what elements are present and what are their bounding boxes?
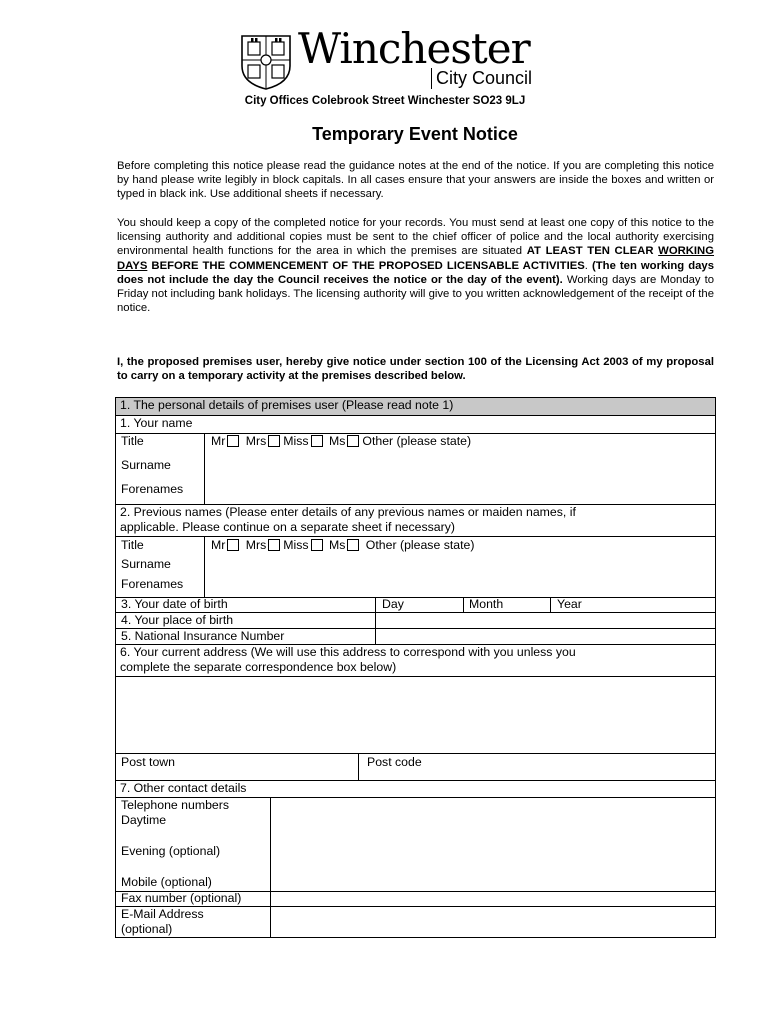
page-title: Temporary Event Notice bbox=[312, 124, 518, 144]
section-header-label: 1. The personal details of premises user (Please read note 1) bbox=[120, 398, 454, 412]
post-code-field[interactable]: Post code bbox=[367, 755, 422, 769]
daytime-label: Daytime bbox=[121, 813, 167, 827]
q1-mrs-label: Mrs bbox=[245, 434, 267, 448]
declaration-paragraph: I, the proposed premises user, hereby give notice under section 100 of the Licensing Act 2003 of my proposal to carry on a temporary activity at the premises described below. bbox=[117, 356, 714, 383]
q1-mrs-checkbox[interactable] bbox=[268, 435, 280, 447]
telephone-field[interactable] bbox=[271, 798, 715, 891]
p2-text-a: You should keep a copy of the completed notice for your records. You must send at least one copy of this notice to the licensing authority and additional copies must be sent to the chief officer of police and the local authority exercising environmental health functions for the area in which the premises are situated bbox=[117, 217, 714, 258]
q4-label: 4. Your place of birth bbox=[121, 613, 234, 627]
ni-number-field[interactable] bbox=[376, 629, 715, 644]
q1-mr-label: Mr bbox=[211, 434, 226, 448]
place-of-birth-field[interactable] bbox=[376, 613, 715, 628]
address-field[interactable] bbox=[115, 676, 716, 754]
q1-ms-label: Ms bbox=[328, 434, 346, 448]
q2-ms-label: Ms bbox=[328, 538, 346, 552]
post-town-field[interactable]: Post town bbox=[121, 755, 175, 769]
q2-mrs-label: Mrs bbox=[245, 538, 267, 552]
q2-surname-label: Surname bbox=[121, 557, 171, 571]
evening-label: Evening (optional) bbox=[121, 844, 221, 858]
q2-mr-checkbox[interactable] bbox=[227, 539, 239, 551]
intro-paragraph-1: Before completing this notice please read the guidance notes at the end of the notice. If you are completing this notice by hand please write legibly in block capitals. In all cases ensure that your answers are inside the boxes and written or typed in black ink. Use additional sheets if necessary. bbox=[117, 160, 714, 201]
p2-working-days: WORKING DAYS bbox=[117, 245, 715, 272]
p2-text-g: Working days are Monday to Friday not including bank holidays. The licensing authority will give to you written acknowledgement of the receipt of the notice. bbox=[117, 273, 714, 315]
q1-mr-checkbox[interactable] bbox=[227, 435, 239, 447]
q1-miss-label: Miss bbox=[283, 434, 309, 448]
q7-label: 7. Other contact details bbox=[120, 781, 247, 795]
dob-year-field[interactable]: Year bbox=[557, 597, 582, 611]
p2-text-e: . bbox=[584, 259, 592, 272]
dob-day-field[interactable]: Day bbox=[382, 597, 404, 611]
q2-other-label: Other (please state) bbox=[365, 538, 475, 552]
q1-label-row bbox=[115, 415, 716, 434]
telephone-label: Telephone numbers bbox=[121, 798, 230, 812]
q6-label-row bbox=[115, 644, 716, 677]
q7-label-row bbox=[115, 780, 716, 798]
q2-mrs-checkbox[interactable] bbox=[268, 539, 280, 551]
p2-text-f: (The ten working days does not include the day the Council receives the notice or the day of the event). bbox=[117, 259, 714, 286]
q5-label: 5. National Insurance Number bbox=[121, 629, 285, 643]
q2-label-row bbox=[115, 504, 716, 537]
q1-miss-checkbox[interactable] bbox=[311, 435, 323, 447]
q3-label: 3. Your date of birth bbox=[121, 597, 228, 611]
p2-text-d: BEFORE THE COMMENCEMENT OF THE PROPOSED LICENSABLE ACTIVITIES bbox=[147, 259, 585, 272]
dob-month-field[interactable]: Month bbox=[469, 597, 504, 611]
q2-title-options bbox=[211, 538, 474, 553]
section-header bbox=[115, 397, 716, 416]
q6-label-line2: complete the separate correspondence box below) bbox=[120, 660, 397, 674]
q2-label-line1: 2. Previous names (Please enter details of any previous names or maiden names, if bbox=[120, 505, 576, 519]
q1-other-label: Other (please state) bbox=[362, 434, 472, 448]
wordmark: Winchester bbox=[298, 24, 530, 73]
crest-icon bbox=[238, 32, 294, 90]
q2-label-line2: applicable. Please continue on a separate sheet if necessary) bbox=[120, 520, 455, 534]
q1-label: 1. Your name bbox=[120, 416, 193, 430]
email-field[interactable] bbox=[271, 907, 715, 937]
q2-title-label: Title bbox=[121, 538, 144, 552]
sub-wordmark: City Council bbox=[431, 68, 532, 89]
p2-text-b: AT LEAST TEN CLEAR bbox=[526, 245, 659, 258]
q1-forenames-label: Forenames bbox=[121, 482, 184, 496]
q1-title-options bbox=[211, 434, 471, 449]
q1-surname-label: Surname bbox=[121, 458, 171, 472]
q2-ms-checkbox[interactable] bbox=[347, 539, 359, 551]
q2-miss-label: Miss bbox=[283, 538, 309, 552]
email-label-line1: E-Mail Address bbox=[121, 907, 204, 921]
q1-title-label: Title bbox=[121, 434, 144, 448]
mobile-label: Mobile (optional) bbox=[121, 875, 212, 889]
q1-ms-checkbox[interactable] bbox=[347, 435, 359, 447]
email-label-line2: (optional) bbox=[121, 922, 173, 936]
q6-label-line1: 6. Your current address (We will use this address to correspond with you unless you bbox=[120, 645, 576, 659]
fax-field[interactable] bbox=[271, 892, 715, 906]
q2-miss-checkbox[interactable] bbox=[311, 539, 323, 551]
q2-forenames-label: Forenames bbox=[121, 577, 184, 591]
intro-paragraph-2 bbox=[117, 216, 714, 315]
q2-mr-label: Mr bbox=[211, 538, 226, 552]
council-address: City Offices Colebrook Street Winchester SO23 9LJ bbox=[244, 95, 526, 107]
council-logo bbox=[238, 24, 548, 92]
fax-label: Fax number (optional) bbox=[121, 891, 242, 905]
